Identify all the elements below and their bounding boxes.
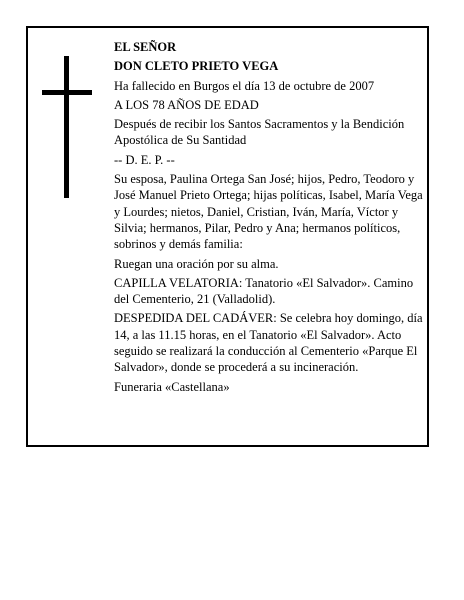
prayer-line: Ruegan una oración por su alma.: [114, 256, 279, 271]
sacraments-line: Después de recibir los Santos Sacramentos y la Bendición Apostólica de Su Santidad: [114, 117, 405, 148]
obituary-text: [114, 39, 424, 395]
obituary-frame: [26, 26, 429, 447]
cross-vertical-bar: [64, 56, 69, 198]
death-line: Ha fallecido en Burgos el día 13 de octubre de 2007: [114, 78, 375, 93]
farewell-paragraph: DESPEDIDA DEL CADÁVER: Se celebra hoy domingo, día 14, a las 11.15 horas, en el Tanatorio «El Salvador». Acto seguido se realizará la conducción al Cementerio «Parque El Salvador», donde se procederá a su incineración.: [114, 311, 423, 375]
funeral-home-line: Funeraria «Castellana»: [114, 379, 230, 394]
family-paragraph: Su esposa, Paulina Ortega San José; hijos, Pedro, Teodoro y José Manuel Prieto Ortega; hijas políticas, Isabel, María Vega y Lourdes; nietos, Daniel, Cristian, Iván, María, Víctor y Silvia; hermanos, Pilar, Pedro y Ana; hermanos políticos, sobrinos y demás familia:: [114, 172, 423, 252]
title: EL SEÑOR: [114, 40, 177, 54]
chapel-paragraph: CAPILLA VELATORIA: Tanatorio «El Salvador». Camino del Cementerio, 21 (Valladolid).: [114, 275, 414, 307]
deceased-name: DON CLETO PRIETO VEGA: [114, 59, 279, 74]
cross-icon: [42, 56, 92, 198]
age-line: A LOS 78 AÑOS DE EDAD: [114, 97, 259, 112]
rip-line: -- D. E. P. --: [114, 152, 175, 167]
cross-horizontal-bar: [42, 90, 92, 95]
